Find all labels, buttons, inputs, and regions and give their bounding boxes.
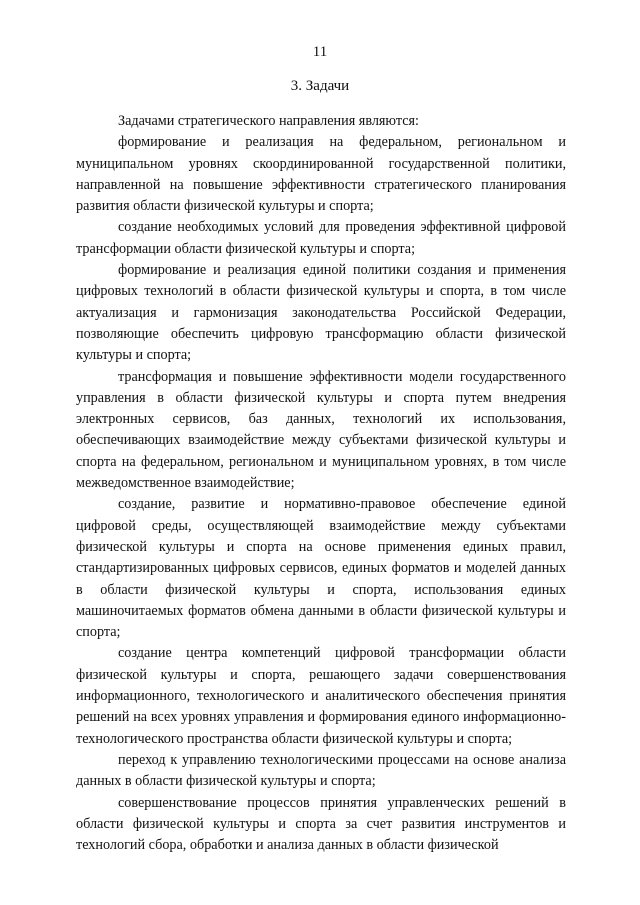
section-heading: 3. Задачи [290, 78, 350, 94]
body-text [76, 111, 566, 856]
paragraph-task: формирование и реализация на федеральном, региональном и муниципальном уровнях скоординированной государственной политики, направленной на повышение эффективности стратегического планирования развития области физической культуры и спорта; [76, 134, 566, 215]
paragraph-task: создание центра компетенций цифровой трансформации области физической культуры и спорта, решающего задачи совершенствования информационного, технологического и аналитического обеспечения принятия решений на всех уровнях управления и формирования единого информационно-технологического пространства области физической культуры и спорта; [76, 645, 566, 747]
paragraph-task: трансформация и повышение эффективности модели государственного управления в области физической культуры и спорта путем внедрения электронных сервисов, баз данных, технологий их использования, обеспечивающих взаимодействие между субъектами физической культуры и спорта на федеральном, региональном и муниципальном уровнях, в том числе межведомственное взаимодействие; [76, 368, 566, 492]
paragraph-task: создание необходимых условий для проведения эффективной цифровой трансформации области физической культуры и спорта; [76, 219, 566, 257]
paragraph-task: совершенствование процессов принятия управленческих решений в области физической культуры и спорта за счет развития инструментов и технологий сбора, обработки и анализа данных в области физической [76, 794, 566, 854]
page-number: 11 [312, 44, 328, 60]
paragraph-intro: Задачами стратегического направления являются: [118, 113, 419, 129]
paragraph-task: формирование и реализация единой политики создания и применения цифровых технологий в области физической культуры и спорта, в том числе актуализация и гармонизация законодательства Российской Федерации, позволяющие обеспечить цифровую трансформацию области физической культуры и спорта; [76, 262, 566, 364]
paragraph-task: переход к управлению технологическими процессами на основе анализа данных в области физической культуры и спорта; [76, 751, 566, 790]
paragraph-task: создание, развитие и нормативно-правовое обеспечение единой цифровой среды, осуществляющей взаимодействие между субъектами физической культуры и спорта на основе применения единых правил, стандартизированных цифровых сервисов, единых форматов и моделей данных в области физической культуры и спорта, использования единых машиночитаемых форматов обмена данными в области физической культуры и спорта; [76, 496, 566, 641]
